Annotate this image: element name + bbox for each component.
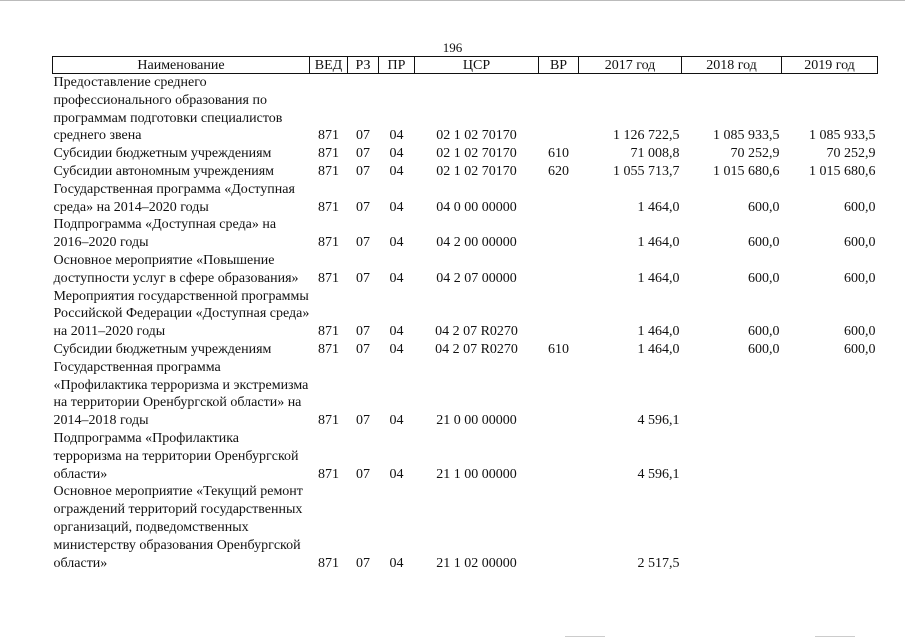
row-csr: 02 1 02 70170: [436, 146, 517, 162]
row-vr: [539, 288, 579, 341]
row-name: Основное мероприятие «Текущий ремонт ограждений территорий государственных организаций, подведомственных министерству образования Оренбургской области»: [53, 484, 303, 571]
row-name: Предоставление среднего профессионального образования по программам подготовки специалистов среднего звена: [53, 75, 283, 144]
header-vr: ВР: [539, 57, 579, 74]
table-row: [53, 163, 878, 181]
row-2019: 600,0: [844, 235, 876, 251]
table-row: [53, 359, 878, 430]
row-2017: 4 596,1: [637, 466, 680, 482]
row-2018: 1 015 680,6: [713, 163, 780, 179]
row-2018: 600,0: [748, 324, 780, 340]
row-2019: 600,0: [844, 324, 876, 340]
row-2018: [682, 430, 782, 483]
row-rz: 07: [356, 555, 370, 571]
row-2017: 71 008,8: [630, 146, 680, 162]
row-2018: [682, 483, 782, 572]
row-2018: 600,0: [748, 199, 780, 215]
row-2017: 1 464,0: [637, 341, 680, 357]
row-vr: 610: [548, 341, 569, 357]
row-vr: [539, 252, 579, 288]
table-row: [53, 74, 878, 146]
row-vr: 620: [548, 163, 569, 179]
row-2017: 1 126 722,5: [613, 128, 680, 144]
row-rz: 07: [356, 163, 370, 179]
table-row: [53, 430, 878, 483]
row-pr: 04: [389, 324, 404, 340]
row-2019: [782, 359, 878, 430]
row-2019: [782, 430, 878, 483]
row-ved: 871: [318, 146, 339, 162]
bottom-mark: [815, 636, 855, 637]
row-rz: 07: [356, 341, 370, 357]
row-2018: 600,0: [748, 235, 780, 251]
row-ved: 871: [318, 324, 339, 340]
row-2017: 1 464,0: [637, 199, 680, 215]
row-2019: 1 015 680,6: [809, 163, 876, 179]
row-name: Государственная программа «Доступная среда» на 2014–2020 годы: [53, 181, 295, 215]
row-2017: 1 464,0: [637, 270, 680, 286]
table-row: [53, 216, 878, 252]
table-row: [53, 252, 878, 288]
row-2017: 1 055 713,7: [613, 163, 680, 179]
table-row: [53, 181, 878, 217]
row-vr: [539, 216, 579, 252]
row-rz: 07: [356, 235, 370, 251]
row-2018: 1 085 933,5: [713, 128, 780, 144]
row-name: Субсидии автономным учреждениям: [53, 163, 275, 179]
row-2019: 600,0: [844, 341, 876, 357]
table-row: [53, 341, 878, 359]
table-row: [53, 483, 878, 572]
row-ved: 871: [318, 341, 339, 357]
row-2018: 70 252,9: [730, 146, 780, 162]
row-2018: 600,0: [748, 270, 780, 286]
row-csr: 04 2 07 R0270: [435, 341, 518, 357]
row-name: Государственная программа «Профилактика терроризма и экстремизма на территории Оренбургской области» на 2014–2018 годы: [53, 359, 309, 429]
row-rz: 07: [356, 128, 370, 144]
row-ved: 871: [318, 235, 339, 251]
header-2019: 2019 год: [782, 57, 878, 74]
row-2019: 600,0: [844, 270, 876, 286]
row-pr: 04: [389, 413, 404, 429]
row-ved: 871: [318, 163, 339, 179]
header-ved: ВЕД: [310, 57, 348, 74]
row-2019: 70 252,9: [826, 146, 876, 162]
row-2019: 1 085 933,5: [809, 128, 876, 144]
row-pr: 04: [389, 163, 404, 179]
row-pr: 04: [389, 128, 404, 144]
table-row: [53, 288, 878, 341]
header-2018: 2018 год: [682, 57, 782, 74]
page-number: 196: [442, 40, 463, 55]
row-2017: 1 464,0: [637, 324, 680, 340]
row-csr: 04 2 07 R0270: [435, 324, 518, 340]
row-pr: 04: [389, 146, 404, 162]
row-2017: 2 517,5: [637, 555, 680, 571]
row-name: Субсидии бюджетным учреждениям: [53, 146, 272, 162]
row-rz: 07: [356, 413, 370, 429]
row-csr: 02 1 02 70170: [436, 128, 517, 144]
bottom-mark: [565, 636, 605, 637]
row-vr: [539, 74, 579, 146]
row-rz: 07: [356, 199, 370, 215]
row-vr: [539, 430, 579, 483]
row-pr: 04: [389, 555, 404, 571]
row-vr: [539, 181, 579, 217]
row-csr: 21 0 00 00000: [436, 413, 517, 429]
header-pr: ПР: [379, 57, 415, 74]
row-csr: 04 2 00 00000: [436, 235, 517, 251]
header-2017: 2017 год: [579, 57, 682, 74]
row-csr: 21 1 00 00000: [436, 466, 517, 482]
row-vr: 610: [548, 146, 569, 162]
row-2019: 600,0: [844, 199, 876, 215]
row-ved: 871: [318, 128, 339, 144]
header-csr: ЦСР: [415, 57, 539, 74]
row-rz: 07: [356, 324, 370, 340]
top-rule: [0, 0, 905, 1]
row-pr: 04: [389, 235, 404, 251]
row-name: Основное мероприятие «Повышение доступности услуг в сфере образования»: [53, 252, 299, 286]
row-rz: 07: [356, 466, 370, 482]
row-vr: [539, 359, 579, 430]
row-name: Подпрограмма «Доступная среда» на 2016–2020 годы: [53, 217, 277, 251]
table-row: [53, 145, 878, 163]
row-pr: 04: [389, 341, 404, 357]
header-rz: РЗ: [348, 57, 379, 74]
row-rz: 07: [356, 270, 370, 286]
row-name: Подпрограмма «Профилактика терроризма на территории Оренбургской области»: [53, 430, 299, 482]
budget-table: [52, 56, 878, 572]
table-header-row: [53, 57, 878, 74]
header-name: Наименование: [53, 57, 310, 74]
row-pr: 04: [389, 466, 404, 482]
row-2019: [782, 483, 878, 572]
row-csr: 04 2 07 00000: [436, 270, 517, 286]
row-ved: 871: [318, 466, 339, 482]
row-ved: 871: [318, 199, 339, 215]
row-ved: 871: [318, 555, 339, 571]
row-2017: 1 464,0: [637, 235, 680, 251]
row-name: Субсидии бюджетным учреждениям: [53, 341, 272, 357]
row-ved: 871: [318, 270, 339, 286]
row-csr: 21 1 02 00000: [436, 555, 517, 571]
row-2017: 4 596,1: [637, 413, 680, 429]
row-name: Мероприятия государственной программы Российской Федерации «Доступная среда» на 2011–2020 годы: [53, 288, 310, 340]
row-csr: 04 0 00 00000: [436, 199, 517, 215]
row-rz: 07: [356, 146, 370, 162]
row-csr: 02 1 02 70170: [436, 163, 517, 179]
row-ved: 871: [318, 413, 339, 429]
row-2018: 600,0: [748, 341, 780, 357]
row-2018: [682, 359, 782, 430]
row-vr: [539, 483, 579, 572]
row-pr: 04: [389, 270, 404, 286]
row-pr: 04: [389, 199, 404, 215]
